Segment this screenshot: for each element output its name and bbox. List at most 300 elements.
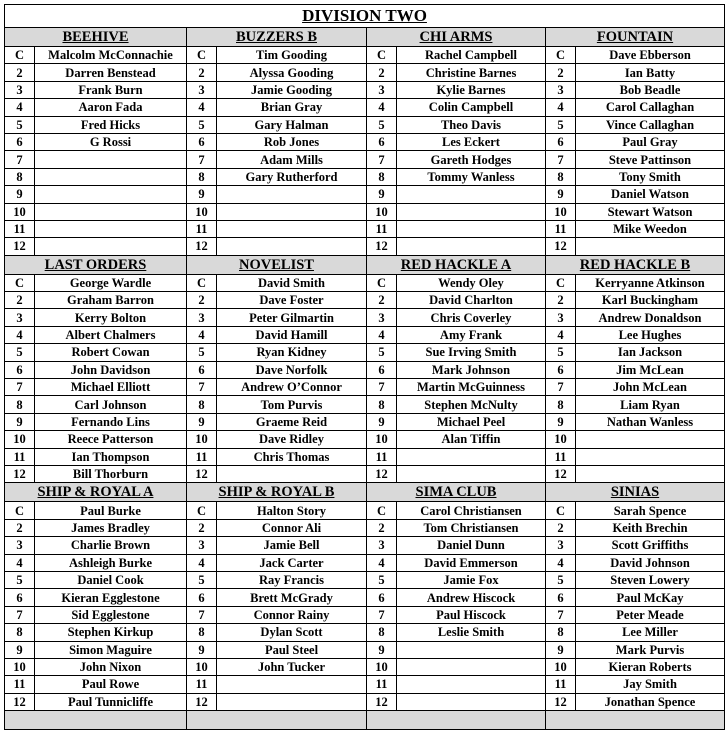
row-number: 8 (546, 624, 576, 641)
player-row (5, 133, 725, 150)
player-name (217, 676, 367, 693)
row-number: 8 (5, 624, 35, 641)
row-number: 10 (187, 431, 217, 448)
player-name: Lee Hughes (576, 326, 725, 343)
row-number: 2 (367, 519, 397, 536)
row-number: 12 (187, 693, 217, 710)
division-title: DIVISION TWO (5, 5, 725, 28)
row-number: 12 (5, 693, 35, 710)
player-name: Rob Jones (217, 133, 367, 150)
row-number: 11 (5, 676, 35, 693)
row-number: 12 (546, 238, 576, 255)
row-number: 11 (546, 220, 576, 237)
player-name (576, 238, 725, 255)
row-number: 3 (187, 537, 217, 554)
row-number: 2 (187, 64, 217, 81)
player-name: Martin McGuinness (397, 379, 546, 396)
player-name: Connor Ali (217, 519, 367, 536)
row-number: 4 (367, 554, 397, 571)
player-row (5, 571, 725, 588)
player-name: Adam Mills (217, 151, 367, 168)
row-number: 6 (546, 133, 576, 150)
player-name: Kerry Bolton (35, 309, 187, 326)
row-number: 8 (187, 168, 217, 185)
row-number: 11 (367, 676, 397, 693)
player-name: Carol Christiansen (397, 502, 546, 519)
player-name: Gary Rutherford (217, 168, 367, 185)
row-number: 3 (367, 537, 397, 554)
player-name (576, 448, 725, 465)
team-name: NOVELIST (187, 255, 367, 274)
row-number: 6 (5, 133, 35, 150)
row-number: 4 (5, 326, 35, 343)
row-number: 7 (546, 151, 576, 168)
player-name: Tommy Wanless (397, 168, 546, 185)
team-header-row (5, 483, 725, 502)
row-number: 3 (546, 309, 576, 326)
player-name: Christine Barnes (397, 64, 546, 81)
player-name: David Emmerson (397, 554, 546, 571)
player-name: Peter Meade (576, 606, 725, 623)
row-number: 5 (5, 344, 35, 361)
team-name: SHIP & ROYAL B (187, 483, 367, 502)
player-name: Peter Gilmartin (217, 309, 367, 326)
player-name: Dylan Scott (217, 624, 367, 641)
row-number: 8 (187, 624, 217, 641)
player-name: Reece Patterson (35, 431, 187, 448)
player-name: Graeme Reid (217, 413, 367, 430)
row-number: C (5, 47, 35, 64)
row-number: 6 (546, 589, 576, 606)
row-number: 6 (187, 133, 217, 150)
player-row (5, 238, 725, 255)
player-row (5, 431, 725, 448)
row-number: 9 (187, 413, 217, 430)
player-name: Scott Griffiths (576, 537, 725, 554)
player-name (397, 676, 546, 693)
row-number: 9 (5, 413, 35, 430)
row-number: 8 (5, 168, 35, 185)
player-row (5, 168, 725, 185)
footer-cell (187, 711, 367, 730)
player-name: Fred Hicks (35, 116, 187, 133)
row-number: 7 (5, 379, 35, 396)
player-name: Tony Smith (576, 168, 725, 185)
player-name (35, 203, 187, 220)
row-number: 2 (546, 519, 576, 536)
player-name: Theo Davis (397, 116, 546, 133)
player-row (5, 658, 725, 675)
row-number: 8 (546, 168, 576, 185)
team-name: FOUNTAIN (546, 28, 725, 47)
row-number: 5 (187, 344, 217, 361)
player-name (397, 220, 546, 237)
player-row (5, 326, 725, 343)
player-name: Jamie Gooding (217, 81, 367, 98)
row-number: 12 (546, 465, 576, 482)
row-number: 6 (367, 589, 397, 606)
player-name: Kylie Barnes (397, 81, 546, 98)
row-number: C (187, 274, 217, 291)
player-name: Fernando Lins (35, 413, 187, 430)
player-name: Paul Gray (576, 133, 725, 150)
row-number: 12 (367, 693, 397, 710)
player-name: Bill Thorburn (35, 465, 187, 482)
player-row (5, 641, 725, 658)
player-name: Sue Irving Smith (397, 344, 546, 361)
player-name: Keith Brechin (576, 519, 725, 536)
player-name: David Charlton (397, 292, 546, 309)
player-row (5, 116, 725, 133)
row-number: 12 (187, 238, 217, 255)
player-name: John McLean (576, 379, 725, 396)
division-table-body (5, 5, 725, 730)
player-name (217, 465, 367, 482)
row-number: 5 (367, 116, 397, 133)
row-number: 7 (367, 606, 397, 623)
player-name: Carl Johnson (35, 396, 187, 413)
player-name: Karl Buckingham (576, 292, 725, 309)
row-number: C (367, 47, 397, 64)
player-name: Andrew Donaldson (576, 309, 725, 326)
row-number: 4 (5, 554, 35, 571)
player-row (5, 537, 725, 554)
row-number: 4 (5, 99, 35, 116)
row-number: 6 (5, 361, 35, 378)
row-number: 9 (187, 186, 217, 203)
player-name: Steven Lowery (576, 571, 725, 588)
row-number: 3 (546, 81, 576, 98)
row-number: 8 (5, 396, 35, 413)
row-number: 12 (5, 238, 35, 255)
row-number: 2 (187, 292, 217, 309)
player-name (397, 203, 546, 220)
player-name (576, 465, 725, 482)
row-number: 7 (5, 606, 35, 623)
row-number: 7 (5, 151, 35, 168)
row-number: 10 (5, 431, 35, 448)
team-name: SIMA CLUB (367, 483, 546, 502)
row-number: 5 (546, 571, 576, 588)
player-name: Darren Benstead (35, 64, 187, 81)
team-name: SHIP & ROYAL A (5, 483, 187, 502)
team-name: LAST ORDERS (5, 255, 187, 274)
footer-row (5, 711, 725, 730)
player-name: Ian Jackson (576, 344, 725, 361)
player-name: Chris Thomas (217, 448, 367, 465)
player-row (5, 47, 725, 64)
player-name: Stewart Watson (576, 203, 725, 220)
row-number: 3 (5, 309, 35, 326)
player-name: Paul McKay (576, 589, 725, 606)
player-name: Lee Miller (576, 624, 725, 641)
player-name: Jay Smith (576, 676, 725, 693)
player-name: Michael Elliott (35, 379, 187, 396)
row-number: C (5, 274, 35, 291)
row-number: 9 (546, 641, 576, 658)
player-row (5, 203, 725, 220)
row-number: 10 (187, 203, 217, 220)
row-number: C (546, 502, 576, 519)
row-number: C (546, 274, 576, 291)
player-name: Les Eckert (397, 133, 546, 150)
player-name: Sarah Spence (576, 502, 725, 519)
player-name: Jonathan Spence (576, 693, 725, 710)
player-name: Frank Burn (35, 81, 187, 98)
player-row (5, 502, 725, 519)
row-number: 4 (546, 326, 576, 343)
player-name: Albert Chalmers (35, 326, 187, 343)
player-name: Stephen Kirkup (35, 624, 187, 641)
player-name: Daniel Cook (35, 571, 187, 588)
row-number: 3 (187, 309, 217, 326)
player-name: Kieran Egglestone (35, 589, 187, 606)
row-number: 2 (5, 519, 35, 536)
player-row (5, 186, 725, 203)
row-number: 3 (5, 537, 35, 554)
player-name: Rachel Campbell (397, 47, 546, 64)
player-name: Kieran Roberts (576, 658, 725, 675)
row-number: 11 (5, 220, 35, 237)
player-name: Paul Rowe (35, 676, 187, 693)
player-name: Alan Tiffin (397, 431, 546, 448)
player-row (5, 676, 725, 693)
footer-cell (5, 711, 187, 730)
player-row (5, 361, 725, 378)
footer-cell (367, 711, 546, 730)
player-name: Steve Pattinson (576, 151, 725, 168)
team-name: BEEHIVE (5, 28, 187, 47)
player-name: Nathan Wanless (576, 413, 725, 430)
row-number: 9 (367, 641, 397, 658)
player-name: Alyssa Gooding (217, 64, 367, 81)
player-name: Mark Purvis (576, 641, 725, 658)
row-number: 11 (367, 448, 397, 465)
player-row (5, 274, 725, 291)
row-number: 9 (546, 186, 576, 203)
player-name: Jack Carter (217, 554, 367, 571)
player-row (5, 151, 725, 168)
row-number: 11 (367, 220, 397, 237)
footer-cell (546, 711, 725, 730)
player-name: Dave Foster (217, 292, 367, 309)
row-number: 9 (546, 413, 576, 430)
row-number: 5 (187, 116, 217, 133)
player-name: James Bradley (35, 519, 187, 536)
player-row (5, 292, 725, 309)
row-number: 7 (187, 151, 217, 168)
row-number: 6 (5, 589, 35, 606)
row-number: 10 (187, 658, 217, 675)
player-name (35, 220, 187, 237)
team-name: SINIAS (546, 483, 725, 502)
row-number: C (187, 502, 217, 519)
row-number: 9 (187, 641, 217, 658)
row-number: C (5, 502, 35, 519)
player-name: Stephen McNulty (397, 396, 546, 413)
row-number: 8 (367, 168, 397, 185)
row-number: 3 (367, 81, 397, 98)
row-number: 12 (5, 465, 35, 482)
player-name: Andrew O’Connor (217, 379, 367, 396)
player-name: Simon Maguire (35, 641, 187, 658)
player-name: Dave Ebberson (576, 47, 725, 64)
player-name (35, 238, 187, 255)
player-name: Gareth Hodges (397, 151, 546, 168)
player-name: Bob Beadle (576, 81, 725, 98)
row-number: 4 (546, 99, 576, 116)
row-number: 5 (367, 344, 397, 361)
row-number: 5 (546, 116, 576, 133)
row-number: 10 (546, 431, 576, 448)
row-number: 5 (367, 571, 397, 588)
player-name: Mark Johnson (397, 361, 546, 378)
team-name: CHI ARMS (367, 28, 546, 47)
player-name: Graham Barron (35, 292, 187, 309)
player-name: Liam Ryan (576, 396, 725, 413)
row-number: 4 (367, 99, 397, 116)
row-number: 7 (367, 151, 397, 168)
player-name: Carol Callaghan (576, 99, 725, 116)
row-number: 5 (5, 116, 35, 133)
player-name: John Davidson (35, 361, 187, 378)
player-name: Vince Callaghan (576, 116, 725, 133)
player-name: Tom Purvis (217, 396, 367, 413)
player-name (217, 220, 367, 237)
player-row (5, 606, 725, 623)
row-number: 12 (367, 465, 397, 482)
row-number: 12 (187, 465, 217, 482)
player-row (5, 624, 725, 641)
player-name: Chris Coverley (397, 309, 546, 326)
row-number: 11 (5, 448, 35, 465)
row-number: 11 (187, 448, 217, 465)
player-name (397, 641, 546, 658)
team-name: BUZZERS B (187, 28, 367, 47)
division-table (4, 4, 725, 730)
player-name: Leslie Smith (397, 624, 546, 641)
row-number: 7 (367, 379, 397, 396)
player-row (5, 99, 725, 116)
player-row (5, 448, 725, 465)
player-name (217, 693, 367, 710)
player-name: Brian Gray (217, 99, 367, 116)
player-row (5, 589, 725, 606)
player-name: G Rossi (35, 133, 187, 150)
player-name: Jim McLean (576, 361, 725, 378)
player-name: Ryan Kidney (217, 344, 367, 361)
row-number: 10 (367, 658, 397, 675)
team-header-row (5, 255, 725, 274)
row-number: 2 (367, 292, 397, 309)
row-number: 3 (187, 81, 217, 98)
player-name: Halton Story (217, 502, 367, 519)
player-name: Jamie Bell (217, 537, 367, 554)
player-name (397, 186, 546, 203)
title-row (5, 5, 725, 28)
player-name: Tim Gooding (217, 47, 367, 64)
row-number: 2 (546, 64, 576, 81)
player-row (5, 519, 725, 536)
row-number: 4 (367, 326, 397, 343)
row-number: C (187, 47, 217, 64)
player-name: Daniel Dunn (397, 537, 546, 554)
player-row (5, 413, 725, 430)
player-name: Ian Thompson (35, 448, 187, 465)
player-name: Amy Frank (397, 326, 546, 343)
player-name: Daniel Watson (576, 186, 725, 203)
player-name: David Smith (217, 274, 367, 291)
row-number: 7 (546, 606, 576, 623)
row-number: 9 (5, 641, 35, 658)
row-number: 7 (187, 379, 217, 396)
row-number: 6 (187, 589, 217, 606)
player-name: Paul Steel (217, 641, 367, 658)
player-name: Malcolm McConnachie (35, 47, 187, 64)
player-name: Paul Tunnicliffe (35, 693, 187, 710)
row-number: 5 (546, 344, 576, 361)
player-name: Jamie Fox (397, 571, 546, 588)
player-name: Colin Campbell (397, 99, 546, 116)
player-name (397, 465, 546, 482)
row-number: 8 (367, 624, 397, 641)
player-name (576, 431, 725, 448)
team-name: RED HACKLE A (367, 255, 546, 274)
row-number: 10 (367, 431, 397, 448)
player-name: Mike Weedon (576, 220, 725, 237)
row-number: 11 (187, 676, 217, 693)
row-number: 2 (5, 292, 35, 309)
player-name: David Hamill (217, 326, 367, 343)
row-number: 2 (187, 519, 217, 536)
player-name: John Nixon (35, 658, 187, 675)
player-row (5, 344, 725, 361)
row-number: 12 (546, 693, 576, 710)
row-number: 10 (546, 658, 576, 675)
player-name (35, 168, 187, 185)
player-row (5, 64, 725, 81)
player-row (5, 220, 725, 237)
row-number: 10 (367, 203, 397, 220)
row-number: 11 (546, 448, 576, 465)
player-row (5, 379, 725, 396)
row-number: C (367, 502, 397, 519)
row-number: 6 (367, 133, 397, 150)
player-name (217, 238, 367, 255)
team-name: RED HACKLE B (546, 255, 725, 274)
row-number: 2 (546, 292, 576, 309)
row-number: 6 (546, 361, 576, 378)
row-number: 10 (5, 658, 35, 675)
player-row (5, 396, 725, 413)
player-name: Aaron Fada (35, 99, 187, 116)
row-number: 3 (367, 309, 397, 326)
player-name (35, 186, 187, 203)
player-name (217, 203, 367, 220)
row-number: 9 (367, 413, 397, 430)
row-number: 4 (546, 554, 576, 571)
player-name: Dave Norfolk (217, 361, 367, 378)
row-number: 8 (367, 396, 397, 413)
player-row (5, 554, 725, 571)
row-number: 8 (187, 396, 217, 413)
player-name: Michael Peel (397, 413, 546, 430)
player-name: Sid Egglestone (35, 606, 187, 623)
player-name (397, 658, 546, 675)
row-number: 5 (5, 571, 35, 588)
row-number: 2 (367, 64, 397, 81)
row-number: 9 (5, 186, 35, 203)
